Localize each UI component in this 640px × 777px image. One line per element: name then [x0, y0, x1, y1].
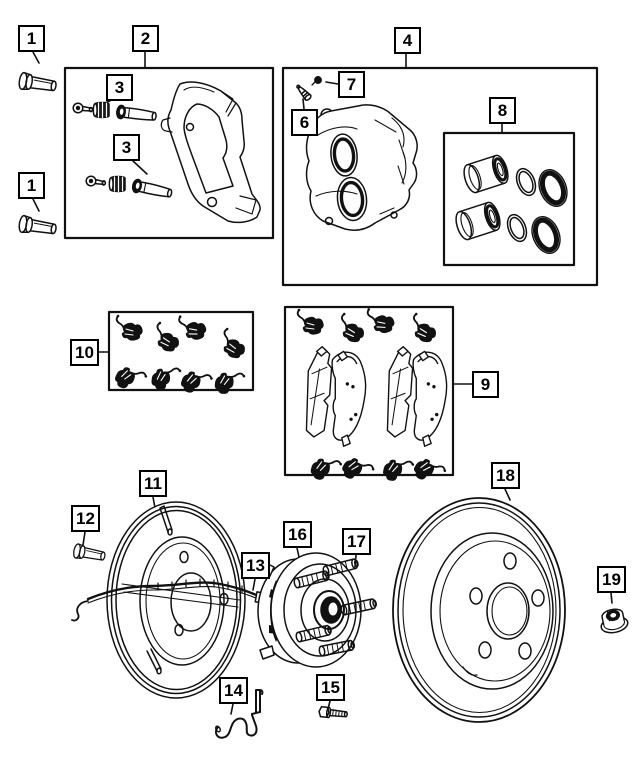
callout-12[interactable]: 12 [71, 505, 100, 532]
callout-9[interactable]: 9 [472, 371, 499, 398]
callout-1-bottom[interactable]: 1 [18, 172, 45, 199]
callout-14[interactable]: 14 [219, 677, 248, 704]
callout-17[interactable]: 17 [342, 528, 371, 555]
callout-19[interactable]: 19 [597, 566, 626, 593]
callout-6[interactable]: 6 [291, 109, 318, 136]
callout-11[interactable]: 11 [139, 470, 167, 497]
callout-1-top[interactable]: 1 [18, 25, 45, 52]
callout-10[interactable]: 10 [70, 339, 99, 366]
callout-3-lower[interactable]: 3 [113, 134, 140, 161]
callout-4[interactable]: 4 [394, 27, 421, 54]
callout-8[interactable]: 8 [489, 97, 516, 124]
callout-2[interactable]: 2 [132, 25, 159, 52]
callout-3-upper[interactable]: 3 [106, 74, 133, 101]
disc-brake-caliper-icon [307, 105, 418, 230]
brake-rotor-icon [393, 498, 565, 722]
pad-clip-kit-icon [111, 313, 250, 400]
caliper-adapter-bracket-icon [161, 82, 260, 222]
brake-pad-set-icon [298, 306, 447, 488]
flange-nut-icon [598, 607, 629, 635]
callout-7[interactable]: 7 [338, 71, 365, 98]
callout-18[interactable]: 18 [491, 462, 520, 489]
piston-seal-kit-icon [453, 154, 572, 258]
callout-13[interactable]: 13 [241, 552, 270, 579]
shield-bolt-icon [73, 543, 107, 563]
callout-15[interactable]: 15 [316, 674, 345, 701]
hub-bearing-icon [258, 553, 361, 667]
bleeder-cap-icon [312, 77, 321, 85]
caliper-bolt-icon [18, 72, 57, 237]
hub-bolt-icon [318, 706, 347, 719]
splash-shield-icon [107, 502, 245, 698]
callout-16[interactable]: 16 [283, 521, 312, 548]
